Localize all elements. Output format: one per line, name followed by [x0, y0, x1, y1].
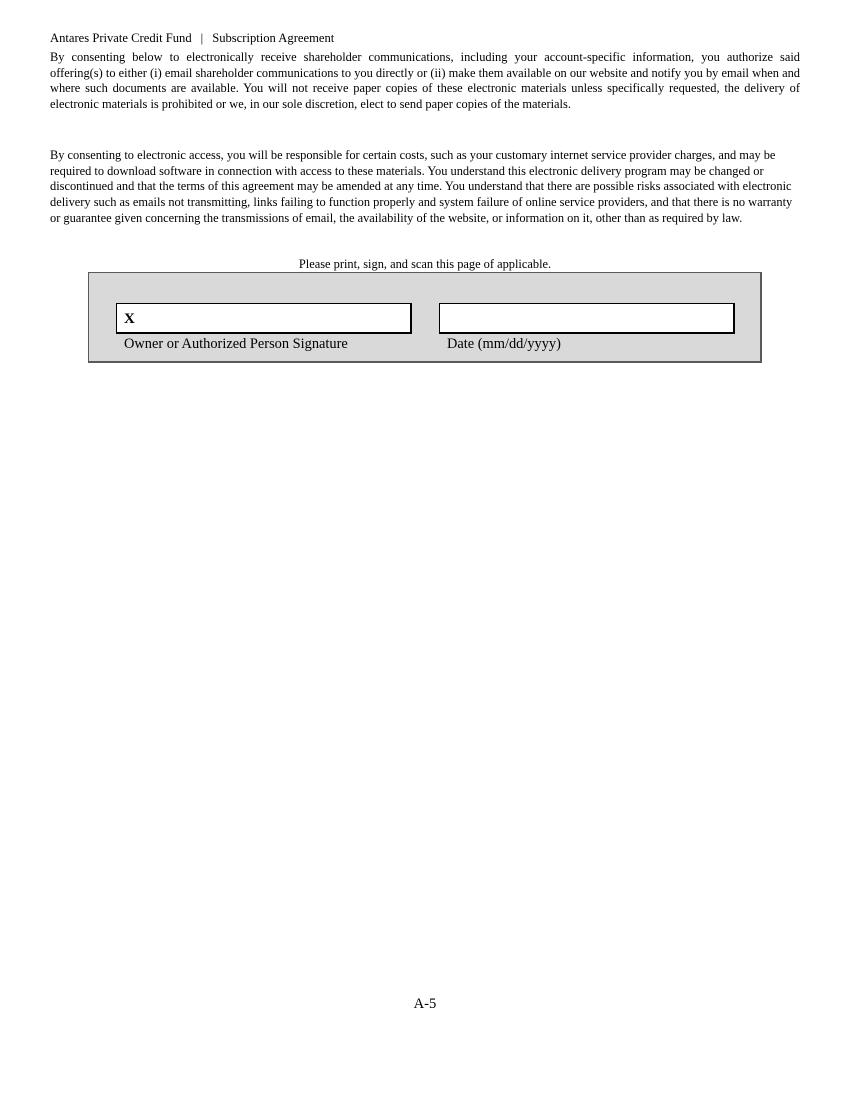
- electronic-access-paragraph: By consenting to electronic access, you will be responsible for certain costs, such as your customary internet service provider charges, and may be required to download software in connection with access to these materials. You understand this electronic delivery program may be changed or discontinued and that the terms of this agreement may be amended at any time. You understand that there are possible risks associated with electronic delivery such as emails not transmitting, links failing to function properly and system failure of online service providers, and that there is no warranty or guarantee given concerning the transmissions of email, the availability of the website, or information on it, other than as required by law.: [50, 148, 793, 225]
- signature-x-mark: X: [124, 311, 135, 327]
- fund-name: Antares Private Credit Fund: [50, 31, 192, 45]
- document-header: [50, 31, 334, 46]
- header-separator: |: [200, 31, 204, 45]
- consent-paragraph: By consenting below to electronically receive shareholder communications, including your account-specific information, you authorize said offering(s) to either (i) email shareholder communications to you directly or (ii) make them available on our website and notify you by email when and where such documents are available. You will not receive paper copies of these electronic materials unless specifically requested, the delivery of electronic materials is prohibited or we, in our sole discretion, elect to send paper copies of the materials.: [50, 50, 800, 112]
- signature-label: Owner or Authorized Person Signature: [124, 336, 348, 352]
- signature-field[interactable]: [116, 303, 412, 334]
- document-title: Subscription Agreement: [212, 31, 335, 45]
- date-label: Date (mm/dd/yyyy): [447, 336, 561, 352]
- page-number: A-5: [413, 996, 437, 1012]
- date-field[interactable]: [439, 303, 735, 334]
- signature-instruction: Please print, sign, and scan this page of applicable.: [298, 257, 552, 271]
- signature-panel: [88, 272, 762, 363]
